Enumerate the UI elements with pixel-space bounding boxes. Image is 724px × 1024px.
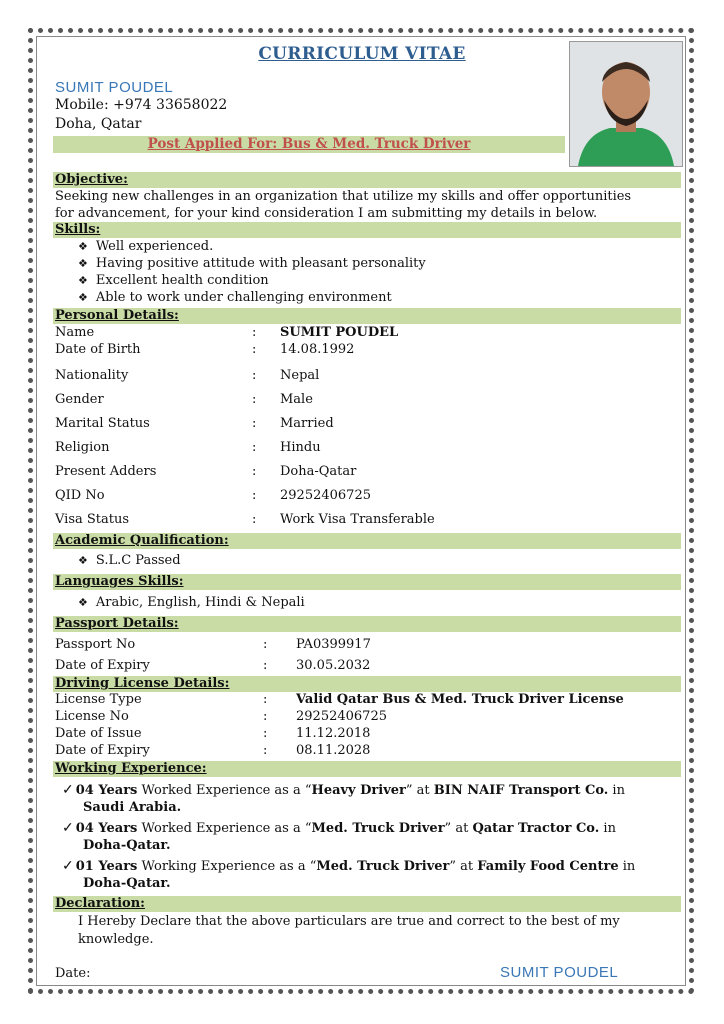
checkmark-icon: ✓	[62, 858, 74, 874]
academic-heading-band	[53, 533, 681, 549]
post-applied-band	[53, 136, 565, 153]
academic-heading: Academic Qualification:	[55, 533, 229, 548]
personal-label: Name	[55, 325, 95, 340]
page-title: CURRICULUM VITAE	[258, 44, 466, 64]
skill-item: ❖ Excellent health condition	[78, 273, 269, 288]
experience-heading: Working Experience:	[55, 761, 207, 776]
personal-label: Date of Birth	[55, 342, 141, 357]
applicant-name: SUMIT POUDEL	[55, 79, 174, 96]
date-label: Date:	[55, 966, 91, 981]
objective-heading-band	[53, 172, 681, 188]
declaration-heading: Declaration:	[55, 896, 145, 911]
personal-value: 14.08.1992	[280, 342, 355, 357]
objective-heading: Objective:	[55, 172, 128, 187]
personal-value: Work Visa Transferable	[280, 512, 435, 527]
diamond-bullet-icon: ❖	[78, 554, 88, 567]
languages-heading-band	[53, 574, 681, 590]
checkmark-icon: ✓	[62, 820, 74, 836]
passport-value: 30.05.2032	[296, 658, 371, 673]
passport-heading: Passport Details:	[55, 616, 179, 631]
personal-heading-band	[53, 308, 681, 324]
skill-item: ❖ Having positive attitude with pleasant personality	[78, 256, 426, 271]
personal-label: QID No	[55, 488, 105, 503]
languages-item: ❖ Arabic, English, Hindi & Nepali	[78, 595, 305, 610]
personal-value: Nepal	[280, 368, 320, 383]
declaration-line-1: I Hereby Declare that the above particulars are true and correct to the best of my	[78, 914, 620, 929]
personal-value: 29252406725	[280, 488, 371, 503]
passport-label: Date of Expiry	[55, 658, 150, 673]
skills-heading: Skills:	[55, 222, 101, 237]
mobile-number: Mobile: +974 33658022	[55, 97, 228, 113]
license-heading: Driving License Details:	[55, 676, 230, 691]
license-value: 08.11.2028	[296, 743, 371, 758]
personal-value: SUMIT POUDEL	[280, 325, 399, 340]
signature-name: SUMIT POUDEL	[500, 964, 619, 981]
personal-label: Religion	[55, 440, 110, 455]
personal-label: Marital Status	[55, 416, 150, 431]
personal-value: Married	[280, 416, 334, 431]
personal-value: Doha-Qatar	[280, 464, 357, 479]
license-label: Date of Expiry	[55, 743, 150, 758]
personal-label: Nationality	[55, 368, 129, 383]
passport-value: PA0399917	[296, 637, 371, 652]
diamond-bullet-icon: ❖	[78, 240, 88, 253]
passport-heading-band	[53, 616, 681, 632]
declaration-line-2: knowledge.	[78, 932, 154, 947]
license-value: 11.12.2018	[296, 726, 371, 741]
post-applied: Post Applied For: Bus & Med. Truck Driver	[147, 136, 471, 152]
diamond-bullet-icon: ❖	[78, 291, 88, 304]
skill-item: ❖ Well experienced.	[78, 239, 214, 254]
license-label: License Type	[55, 692, 142, 707]
languages-heading: Languages Skills:	[55, 574, 184, 589]
skill-item: ❖ Able to work under challenging environment	[78, 290, 392, 305]
declaration-heading-band	[53, 896, 681, 912]
experience-item: ✓ 01 Years Working Experience as a “Med. Truck Driver” at Family Food Centre in Doha-Qatar.	[62, 858, 636, 891]
personal-label: Present Adders	[55, 464, 157, 479]
objective-line-1: Seeking new challenges in an organization that utilize my skills and offer opportunities	[55, 189, 632, 204]
diamond-bullet-icon: ❖	[78, 257, 88, 270]
passport-label: Passport No	[55, 637, 136, 652]
objective-line-2: for advancement, for your kind consideration I am submitting my details in below.	[55, 206, 598, 221]
license-label: License No	[55, 709, 129, 724]
license-label: Date of Issue	[55, 726, 142, 741]
personal-value: Male	[280, 392, 313, 407]
experience-heading-band	[53, 761, 681, 777]
location: Doha, Qatar	[55, 116, 142, 132]
profile-photo	[569, 41, 683, 167]
personal-label: Visa Status	[55, 512, 130, 527]
experience-item: ✓ 04 Years Worked Experience as a “Heavy Driver” at BIN NAIF Transport Co. in Saudi Arabia.	[62, 782, 625, 815]
personal-value: Hindu	[280, 440, 321, 455]
personal-label: Gender	[55, 392, 104, 407]
experience-item: ✓ 04 Years Worked Experience as a “Med. Truck Driver” at Qatar Tractor Co. in Doha-Qatar.	[62, 820, 616, 853]
license-value: 29252406725	[296, 709, 387, 724]
academic-item: ❖ S.L.C Passed	[78, 553, 181, 568]
checkmark-icon: ✓	[62, 782, 74, 798]
skills-heading-band	[53, 222, 681, 238]
personal-heading: Personal Details:	[55, 308, 179, 323]
diamond-bullet-icon: ❖	[78, 596, 88, 609]
license-value: Valid Qatar Bus & Med. Truck Driver License	[296, 692, 624, 707]
license-heading-band	[53, 676, 681, 692]
diamond-bullet-icon: ❖	[78, 274, 88, 287]
